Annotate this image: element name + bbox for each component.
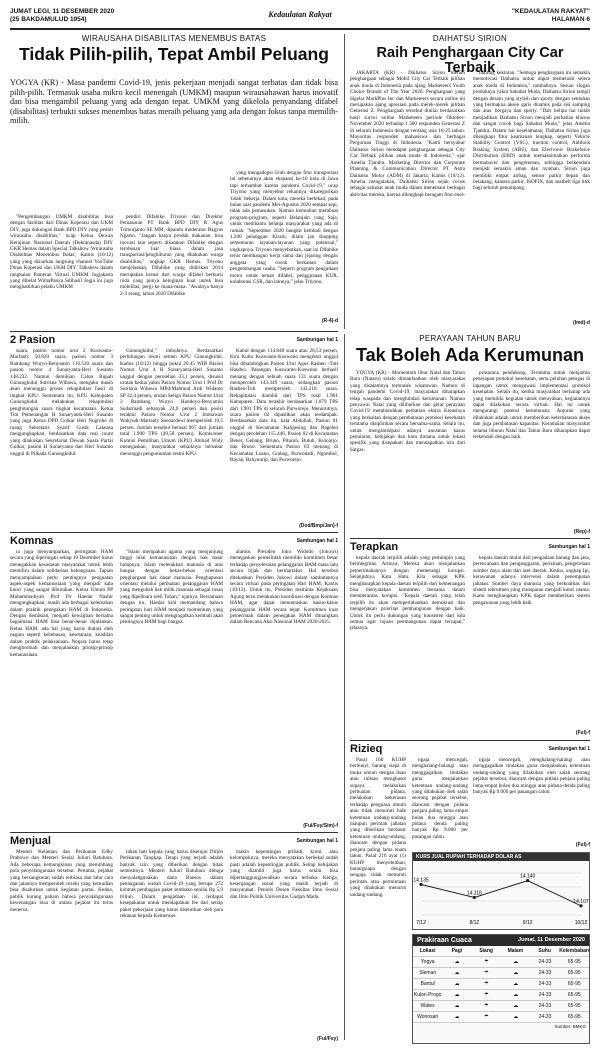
chart-x-tick-label: 8/12 — [469, 920, 480, 926]
weather-header — [413, 935, 589, 946]
weather-cell: ☁ — [513, 981, 519, 987]
menjual-col2-text: tahan hati kepala yang harus disetujui Dirjen Perikanan Tangkap. Tetapi yang terjadi adalah banyak izin yang diberikan dengan tidak semestinya. Menteri Juliari Batubara diduga menyalahgunakan dana Bansos dalam penanganan wabah Covid-19 yang berupa 272 kontrak pembagian paket sembako senilai Rp 5,9 triliun. Dalam pengadaan ini, terdapat kesepakatan untuk mendapatkan fee dari setiap paket pekerjaan yang harus disetorkan oleh para rekanan kepada Kemensos. — [120, 849, 223, 920]
article-perayaan — [350, 334, 590, 364]
rule-3 — [10, 832, 338, 833]
weather-header-row — [413, 946, 589, 957]
pasion-col1-text: suara, pasion nomor urut 2 Kuswanto-Marfanty 50.820 suara, pasion nomor 3 Bambang Wuryo-Benyamin 116.520 suara dan pasion nomor 4 Sunaryanta-Heri Susanto 148.232. Namun demikian Calon Bupati Gunungkidul Sutrisna Wibawa, mengaku masih akan menunggu proses rekapitulasi hasil di tingkat KPU. Sementara itu, KPU Kabupaten Gunungkidul melakukan rekapitulasi penghitungan suara tingkat kecamatan. Ketua Tim Pemenangan H Sunaryanta-Heri Susanto yang juga Ketua DPD Golkar Heri Nugroho di ruang Sekretaris Syarif Gusik Lakeasa mengungkapkan, berdasarkan data real count yang dilakukan Sekretariat Dewan Suara Partai Golkar, pasion H Sunaryanta dan Heri Susanto unggul di Pilkada Gunungkidul. — [10, 348, 113, 457]
perayaan-col2 — [473, 370, 590, 528]
perayaan-col1 — [350, 370, 465, 536]
weather-column-header: Pagi — [451, 948, 463, 954]
page-header — [10, 8, 590, 30]
menjual-sign: (Ful/Fsy) — [317, 1036, 338, 1042]
terapkan-col2 — [473, 555, 590, 730]
weather-title: Prakiraan Cuaca — [417, 937, 472, 944]
page-number: HALAMAN 6 — [551, 16, 590, 23]
komnas-title: Komnas — [10, 535, 54, 547]
weather-cell: 65-95 — [567, 981, 581, 987]
pasion-cont: Sambungan hal 1 — [296, 337, 338, 343]
weather-cell: Wates — [420, 1003, 435, 1009]
pasion-col1 — [10, 348, 113, 530]
komnas-col1-text: ia juga menyampaikan, peringatan HAM secara yang diperingati setiap 10 Desember harus menegakkan kesadaran masyarakat untuk lebih memiliru dalam solidaritas kebangsaan. Tapian menyampaikan perlu pentingnya penguatan aspek-aspek kemanusiaan yang menjadi kata kunci yang sangat diburukan. Ketua Umum PP Muhammadiyah Prof Dr Haedar Nashir mengungkapkan, masih ada berbagai kelemahan dalam praktik penegakan HAM di Indonesia. Dengan demikian, menjadi kewajiban bersama bagaimana HAM bisa benar-benar dijalankan. Ketua HAM, ada hal yang harus diatasi oleh negara seperti kebebasan, kesetaraan, keadilan dalam praktik pelaksanaan. Negara harus tetap menghormati dan menjalankan prinsip-prinsip kemanusiaan. — [10, 549, 113, 658]
pasion-col2 — [120, 348, 223, 530]
weather-cell: ☁ — [454, 981, 460, 987]
article2-col2 — [473, 70, 590, 320]
weather-cell: Bantul — [420, 981, 435, 987]
weather-cell: 24-33 — [538, 1014, 552, 1020]
rule-4 — [350, 538, 590, 539]
terapkan-col1 — [350, 555, 465, 738]
chart-title: KURS JUAL RUPIAH TERHADAP DOLAR AS — [413, 853, 589, 861]
terapkan-col1-text: kepala daerah terpilih adalah yang pemimpin yang berintegritas. Artinya, Mereka akan menjalankan pemerintahannya dengan memerangi korupsi. Selanjutnya Kata Hatu. Kita sebagai KPK mengharapkan kepala daerah terpilih dari kemenangan bisa menyatakan komitmen bersama dalam memberantas korupsi. "Kepala daerah yang telah terpilih itu akan mempertahankan demokrasi dan mengerjakan prioritas pembangunan dengan baik. Untuk itu perlu dukungan yang konsisten dari kita semua agar tujuan pembangunan dapat tercapai," jelasnya. — [350, 555, 465, 632]
perayaan-col1-text: YOGYA (KR) - Momentum libur Natal dan Tahun Baru (Nataru) selalu dimanfaatkan oleh masyarakat yang didalamnya termasuk wisatawan. Namun di tengah pandemi Covid-19, masyarakat diharapkan tetap waspada dan menghindari kerumunan. Namun penyawai Natal yang diliburkan dan gelar perayaan Covid-19 membutuhkan perhatian ekstra Kreasinya yang berkaitan dengan pembatasan protokol kesehatan terutama disiplinkan secara bersama-sama. Selain itu, untuk mengantisipasi adanya ancaman kasus penularan, kebijakan dan kota dimana untuk lokasi spesifik yang disepakati dan mendapatkan izin dari Satgas. — [350, 370, 465, 453]
weather-row — [413, 990, 589, 1001]
rule-2 — [10, 532, 338, 533]
hijri-line: (25 BAKDAMULUD 1954) — [10, 16, 87, 23]
rizieq-col3 — [473, 757, 590, 842]
weather-cell: ☁ — [454, 959, 460, 965]
rizieq-col2 — [412, 757, 468, 842]
article1-sign: (R-4)-d — [321, 318, 338, 324]
komnas-col2-text: "Islam merupakan agama yang menjunjung tinggi nilai kemanusiaan dengan hak dasar hidupnya. Islam meletakkan manusia di atas bangsa dengan bekas-bekas orientasi penghargaan hak dasar manusia. Penghapusan orientasi melalui perbuatan pelanggaran HAM yang mengubah hak milik manusia sebagai insan yang dipelihara oleh Tuhan," ujarnya. Bersamaan dengan itu, Haedar kini memandang bahwa peringatan hari HAM menjadi momentum yang sangat penting untuk mengingatkan kembali akan pentingnya HAM bagi bangsa. — [120, 549, 223, 626]
weather-cell: ☂ — [484, 992, 489, 998]
weather-cell: ☂ — [484, 959, 489, 965]
weather-cell: Yogya — [420, 959, 435, 965]
menjual-cont: Sambungan hal 1 — [296, 838, 338, 844]
chart-data-label: 14.118 — [466, 890, 482, 897]
weather-cell: 24-33 — [538, 981, 552, 987]
article2-col1-text: JAKARTA (KR) - Daihatsu Sirion meraih penghargaan sebagai Mobil City Car Terbaik pilihan anak muda di Indonesia pada ajang Marketeers Youth Choice Brands of The Year 2020. Penghargaan yang digelar MarkPlus Inc dan Marketeers secara online ini merupakan ajang apresiasi pada merek-merek pilihan Generasi Z. Penghargaan tersebut dinilai berdasarkan hasil survei online Marketeers periode Oktober-November 2020 terhadap 1.300 responden Generasi Z di seluruh Indonesia dengan rentang usia 18-25 tahun. Mayoritas responden mahasiswa dan berbagai Perguruan Tinggi di Indonesia. "Kami bersyukur Daihatsu Sirion mendapat penghargaan sebagai City Car Terbaik pilihan anak muda di Indonesia," ujar Amelia Tjandra, Marketing Director dan Corporate Planning & Communication Director PT Astra Daihatsu Motor (ADM) di Jakarta, Kamis (10/12). Amelia mengatakan, Daihatsu Sirion sejak cocok sebagai sahabat anak muda dalam menemani berbagai aktivitas mereka, karena dilengkapi beragam fitur ener- — [350, 70, 465, 198]
weather-cell: Sleman — [419, 970, 437, 976]
column-divider-2 — [344, 334, 345, 1040]
chart-svg — [413, 861, 589, 927]
terapkan-title: Terapkan — [350, 541, 399, 553]
rizieq-sign: (Ful)-f — [575, 842, 590, 848]
chart-data-label: 14.135 — [413, 877, 429, 884]
weather-column-header: Suhu — [538, 948, 551, 954]
weather-cell: ☂ — [484, 1003, 489, 1009]
article2-sign: (Imd)-d — [573, 320, 590, 326]
perayaan-sign: (Rep)-f — [573, 529, 590, 535]
pasion-col3-text: Kabul dengan 114.848 suara atau 28,53 persen, Kini Kubu Kuswanto-Kuswono mengikuti unggul bisa dibandingkan Pasion Ulul Agus Rasben -Tuti Hasdwi. Pasangan Kuswanto-Kuswono berhasil menang dengan sebuah suara 131 suara dengan memperoleh 143.349 suara, sedangkan pasion Rasben-Tuti memperoleh 143.218 suara. Rekapitulasi diambil dari TPS total 1.901 Kabupaten. Data terakhir berdasarkan 1.879 TPS dari 1.901 TPS di seluruh Purworejo. Menurutnya, suara pasion 02 dipastikan akan terdampak. Berdasarkan data itu, kata Abdullah, Pasion 01 unggul di Kecamatan Kaligesing dan Bagelen dengan perolehan 115.446, Pasion 02 di Kecamatan Bener, Gebang, Bruno, Pituruh, Butuh, Kutoarjo, dan Bruno. Sementara Pasion 03 menang di Kecamatan Loano, Grabag, Purwodadi, Ngombol, Bayan, Banyuurip, dan Purworejo. — [230, 348, 338, 463]
weather-panel — [412, 934, 590, 1044]
rizieq-col1-text: Pasal 160 KUHP berbunyi, barang siapa di muka umum dengan lisan atau tulisan menghasut supaya melakukan perbuatan pidana, melakukan kekerasan terhadap penguasa umum atau tidak menuruti baik ketentuan undang-undang maupun perintah jabatan yang diberikan berdasar ketentuan undang-undang, diancam dengan pidana penjara paling lama enam tahun. Pasal 216 ayat (1) KUHP menyebutkan, barangsiapa dengan sengaja tidak menuruti perintah atau permintaan yang dilakukan menurut undang-undang. — [350, 757, 406, 898]
weather-row — [413, 957, 589, 968]
currency-chart — [412, 852, 590, 930]
rizieq-cont: Sambungan hal 1 — [548, 746, 590, 752]
weather-column-header: Siang — [479, 948, 493, 954]
menjual-col1 — [10, 849, 113, 1044]
article-wirausaha — [10, 34, 338, 64]
chart-series-line — [421, 881, 581, 906]
rizieq-title: Rizieq — [350, 743, 383, 755]
column-divider — [344, 34, 345, 329]
weather-column-header: Malam — [507, 948, 524, 954]
menjual-col2 — [120, 849, 223, 1044]
menjual-col3 — [230, 849, 338, 1034]
pasion-title: 2 Pasion — [10, 334, 56, 346]
komnas-col3 — [230, 549, 338, 821]
weather-cell: 24-33 — [538, 959, 552, 965]
komnas-sign: (Ful/Fsy/Sim)-f — [303, 823, 338, 829]
article2-col2-text: tainting kekinian. "Semoga penghargaan ini semakin memotivasi Daihatsu untuk dapat memenuhi selera anak muda di Indonesia," tambahnya. Sesuai slogan produknya yakni Sahabat Muda, Daihatsu Sirion tampil dengan desain yang stylish dan sporty dengan sentuhan yang bermakna aksen garis dinamis pada sisi samping dan atas, bergaya dan sporty. "Dari kelipa hal inilah menjadikan Daihatsu Sirion menjadi perhatian khusus dan sangat cocok bagi Sahabat Muda," jelas Amelia Tjandra. Dalam hal keselamatan, Daihatsu Sirion juga dilengkapi fitur keamanan lengkap, seperti Vehicle Stability Control (VSC), traction control, Antilock Braking System (ABS), dan Electronic Brakeforce Distribution (EBD) untuk memaksimalkan performa bermanuver dan pengereman, sehingga berkendara menjadi semakin aman dan nyaman. Sirion juga memiliki empat airbag, sensor parkir depan dan belakang, kamera parkir, ISOFIX, dan seatbelt tiga titik bagi seluruh penumpang. — [473, 70, 590, 192]
header-rule — [10, 28, 590, 30]
weather-cell: ☁ — [454, 970, 460, 976]
weather-cell: ☂ — [484, 970, 489, 976]
weather-cell: ☁ — [454, 1003, 460, 1009]
masthead: Kedaulatan Rakyat — [268, 10, 332, 19]
weather-cell: 65-95 — [567, 992, 581, 998]
pasion-col3 — [230, 348, 338, 522]
weather-cell: 24-33 — [538, 970, 552, 976]
article-daihatsu — [350, 34, 590, 75]
weather-row — [413, 1012, 589, 1023]
komnas-col1 — [10, 549, 113, 831]
komnas-col2 — [120, 549, 223, 831]
pasion-sign: (Dod/Bmp/Jan)-f — [299, 523, 338, 529]
weather-row — [413, 979, 589, 990]
rule-1 — [10, 331, 338, 332]
article1-col2-text: pendiri Difabike Triyono dan Direktur Pemasaran PT Bank BPD DIY R Agus Trimurjanto SE MM, dipandu moderator Bagyas Ngarso. "Jangan hanya produk makanan, bisa inovasi lain seperti dikatakan Difabike dengan terobosan luar biasa dalam jasa transportasi/penghiburan yang dilakukan warga disabilitas," ungkap GKR Hemas. Triyono menjelaskan, Difabike yang didirikan 2014 merupakan kreasi dari warga difabel berkursi roda yang punya keinginan kuat untuk bisa mobilitas, pergi ke mana-mana. "Awalnya hanya 2-3 orang, tahun 2020 Difabike — [120, 214, 223, 297]
rizieq-col1 — [350, 757, 406, 1042]
article1-col1 — [10, 214, 113, 326]
menjual-col3-text: makin kepentingan pribadi, kroni, atau kelompoknya, mereka menyatakan berbekal sudah pasti adalah kepentingan publik. Setiap kebijakan yang diambil juga harus selalu bisa dipertanggungjawabkan secara terbuka. Ketiga, kesenjangan sosial yang masih terjadi di masyarakat. Penulis Dosen Fakultas Ilmu Sosial dan Ilmu Politik Universitas Gadjah Mada. — [230, 849, 338, 900]
komnas-col3-text: alamin. Presiden Joko Widodo (Jokowi) menegaskan pemerintah memiliki komitmen besar terhadap penyelesaian pelanggaran HAM masa lalu secara bijak dan bermartabat. Hal tersebut ditekankan Presiden Jokowi dalam sambutannya secara virtual pada peringatan Hari HAM, Kamis (10/12). Untuk itu, Presiden meminta Kejaksaan Agung terus melakukan koordinasi dengan Komnas HAM, agar dapat menuntaskan kasus-kasus pelanggaran HAM secara tepat. Komitmen kuat pemerintah dalam penegakan HAM dituangkan dalam Rencana Aksi Nasional HAM 2020-2025. — [230, 549, 338, 626]
article1-col3 — [230, 170, 338, 318]
weather-cell: Kulon Progo — [413, 992, 442, 998]
chart-data-label: 14.107 — [573, 898, 589, 905]
perayaan-title: Tak Boleh Ada Kerumunan — [355, 345, 585, 365]
rizieq-col2-text: ngaja mencegah, menghalang-halangi atau menggagalkan tindakan guna menjalankan ketentuan undang-undang yang dilakukan oleh salah seorang pejabat tersebut, diancam dengan pidana penjara paling lama empat bulan dua minggu atau pidana denda paling banyak Rp 9.000 per pasangan calon. — [412, 757, 468, 840]
menjual-title: Menjual — [10, 835, 51, 847]
weather-cell: 65-95 — [567, 1003, 581, 1009]
chart-x-tick-label: 10/12 — [574, 920, 588, 926]
weather-column-header: Kelembaban — [559, 948, 589, 954]
rule-5 — [350, 740, 590, 741]
section-name: "KEDAULATAN RAKYAT" — [511, 8, 590, 15]
terapkan-cont: Sambungan hal 1 — [548, 544, 590, 550]
weather-cell: ☁ — [513, 1014, 519, 1020]
weather-cell: ☁ — [513, 992, 519, 998]
perayaan-col2-text: prasarana pendukung. Terutama untuk menjamin penerapan protokol kesehatan, serta peluhan petugas di lapangan untuk mengawasi implementasi protokol kesehatan. Selain itu, ketika masyarakat berharap ada yang memiliki kegiatan untuk merayakan, kegiatannya dapat dilakukan secara virtual. Hal ini untuk mengurangi potensi kerumunan. Anjuran yang dilakukan adalah untuk memberikan keterbatasan akses dan juga pembatasan kapasitas. Keramaian masyarakat selama liburan Natal dan Tahun Baru diharapkan dapat terkendali dengan baik. — [473, 370, 590, 441]
weather-cell: ☁ — [454, 1014, 460, 1020]
article1-col1-text: "Pengembangan UMKM disabilitas bisa dengan fasilitas dari Dinas Koperasi dan UKM DIY, juga dukungan Bank BPD DIY yang peduli wirausaha disabilitas," ucap Ketua Dewan Kerajinan Nasional Daerah (Dekranasda) DIY GKR Hemas dalam Special Talkshow 'Wirausaha Disabilitas Menembus Batas', Kamis (10/12) yang yang disiarkan langsung channel YouTube Dinas Koperasi dan UKM DIY. Talkshow dalam rangkaian Pameran Virtual UMKM Jogjakarta yang dihelat WimaPanya Sitihasil Jogja ini juga menghadirkan pelaku UMKM — [10, 214, 113, 291]
article2-col1 — [350, 70, 465, 328]
komnas-cont: Sambungan hal 1 — [296, 538, 338, 544]
header-right — [512, 8, 590, 24]
terapkan-col2-text: kepala daerah mulai dari pengadaan barang dan jasa, perencanaan dan penganggaran, perizinan, pengelolaan sumber daya alam dan aset daerah. Kedua, ungkap Ipi, kerawanan adanya intervensi dalam penempatan jabatan. Sumber daya manusia yang berkualitas dan sistem rekrutmen yang transparan menjadi kunci utama. Kami mengharapkan KPK dapat memberikan sistem pengawasan yang lebih baik. — [473, 555, 590, 606]
article1-col2 — [120, 214, 223, 326]
weather-row — [413, 968, 589, 979]
weather-cell: 65-95 — [567, 959, 581, 965]
perayaan-kicker: PERAYAAN TAHUN BARU — [419, 334, 521, 343]
weather-cell: ☁ — [513, 970, 519, 976]
weather-row — [413, 1001, 589, 1012]
weather-cell: ☂ — [484, 1014, 489, 1020]
weather-table — [413, 946, 589, 1023]
pasion-col2-text: Gunungkidul," imbuhnya. Berdasarkan perhitungan resmi semen KPU Gunungkidul, Kamis (10/12) hingga pukul 20.45 WIB Pasion Nomor Urut 4 H Sunaryanta-Heri Susanto unggul dengan perolehan 33,1 persen, disusul urutan kedua yakni Pasion Nomor Urut 1 Prof Dr Sutrisna Wibawa MPd-Mahmud Ardi Widanto SP 32,4 persen, urutan ketiga Pasion Nomor Urut 3 Bambang Wuryo Handoyo-Benyamin Sudarmadi sebanyak 24,0 persen dan posisi terakhir Pasion Nomor Urut 2 Immawan Wahyudi-Martanty Soenardewi memperoleh 10,5 persen. Jumlah tersebut berasal 967 dari jumlah total 1.900 TPS (49,58 persen). Komisioner Komisi Pemilihan Umum (KPU) Ahmad Widy menegaskan, masyarakat sebaiknya bersabar menunggu pengumuman resmi KPU. — [120, 348, 223, 457]
article1-lead: YOGYA (KR) - Masa pandemi Covid-19, jenis pekerjaan menjadi sangat terbatas dan tidak bisa pilih-pilih. Termasuk usaha mikro kecil menengah (UMKM) maupun wirausahawan harus inovatif dan bisa mengambil peluang yang ada dengan tepat. UMKM yang dikelola penyandang difabel (disabilitas) terbukti sukses menembus batas meraih peluang yang ada dengan fokus tanpa memilih-milih. — [10, 78, 338, 126]
weather-date: Jumat, 11 Desember 2020 — [518, 937, 585, 943]
weather-cell: 24-33 — [538, 1003, 552, 1009]
chart-data-label: 14.140 — [520, 873, 536, 880]
chart-x-tick-label: 7/12 — [416, 920, 426, 926]
terapkan-sign: (Ful)-f — [575, 730, 590, 736]
weather-cell: 24-33 — [538, 992, 552, 998]
weather-cell: ☁ — [513, 1003, 519, 1009]
weather-source: Sumber: BMKG — [554, 1024, 586, 1029]
article1-col3-text: yang mengadopsi Grab dengan fitur transportasi ini sebenarnya akan ekspansi ke-10 kota di Jawa tapi terhambat karena pandemi Covid-19," ucap Triyono yang menyebut rekannya dikategorikan 'tidak' bekerja. Dalam kota, mereka bertekad, pada bulan saat pandemi Mei-Agustus 2020 sempat sepi, tidak ada pemasukan. Namun kemudian membuat program-program, seperti Belanjain yang Saja, untuk membantu belanja masyarakat yang ada di rumah. "September 2020 bangkit kembali dengan 1.200 pelanggan Kirain, dilalu jan shopping sementaran layanan-layanan yang potensial," ungkapnya. Triyono menyebutkan, saat ini Difabike terus membangun kerja sama dan jejaring dengan anggota yang cocok berkaitan dalam pengembangan usaha. "Seperti program pengadaan motor untuk teman difabel, penggunaan KUR, kolaborasi CSR, dan lainnya," jelas Triyono. — [230, 170, 338, 285]
menjual-col1-text: Menteri Kelautan dan Perikanan Edhy Prabowo dan Menteri Sosial Juliari Batubara. Ada beberapa kemungkinan yang menimbang pola penyelahgunaan tersebut. Pertama, pejabat yang bersangkutan sudah terbiasa dan tahu cara dan jalannya memperoleh rezeki yang kemudian bisa disalurkan untuk kegiatan partai. Kedua, publik kurang paham bahwa penyalahgunaan kewenangan bisa di antara pejabat itu terus menerus. — [10, 849, 113, 913]
rizieq-col3-text: ngaja mencegah, menghalang-halangi atau menggagalkan tindakan guna menjalankan ketentuan undang-undang yang dilakukan oleh salah seorang pejabat tersebut, diancam dengan pidana penjara paling lama empat bulan dua minggu atau pidana denda paling banyak Rp 9.000 per pasangan calon. — [473, 757, 590, 796]
article1-title: Tidak Pilih-pilih, Tepat Ambil Peluang — [19, 44, 329, 64]
article2-kicker: DAIHATSU SIRION — [432, 34, 508, 43]
date-line: JUMAT LEGI, 11 DESEMBER 2020 — [10, 8, 115, 15]
weather-cell: Wonosari — [417, 1014, 439, 1020]
chart-x-tick-label: 9/12 — [522, 920, 533, 926]
article2-title: Raih Penghargaan City Car Terbaik — [376, 45, 564, 76]
weather-cell: ☁ — [513, 959, 519, 965]
weather-column-header: Lokasi — [419, 948, 436, 954]
weather-cell: ☂ — [484, 981, 489, 987]
weather-cell: 65-95 — [567, 970, 581, 976]
article1-kicker: WIRAUSAHA DISABILITAS MENEMBUS BATAS — [81, 34, 267, 43]
weather-cell: ☁ — [454, 992, 460, 998]
weather-cell: 65-95 — [567, 1014, 581, 1020]
